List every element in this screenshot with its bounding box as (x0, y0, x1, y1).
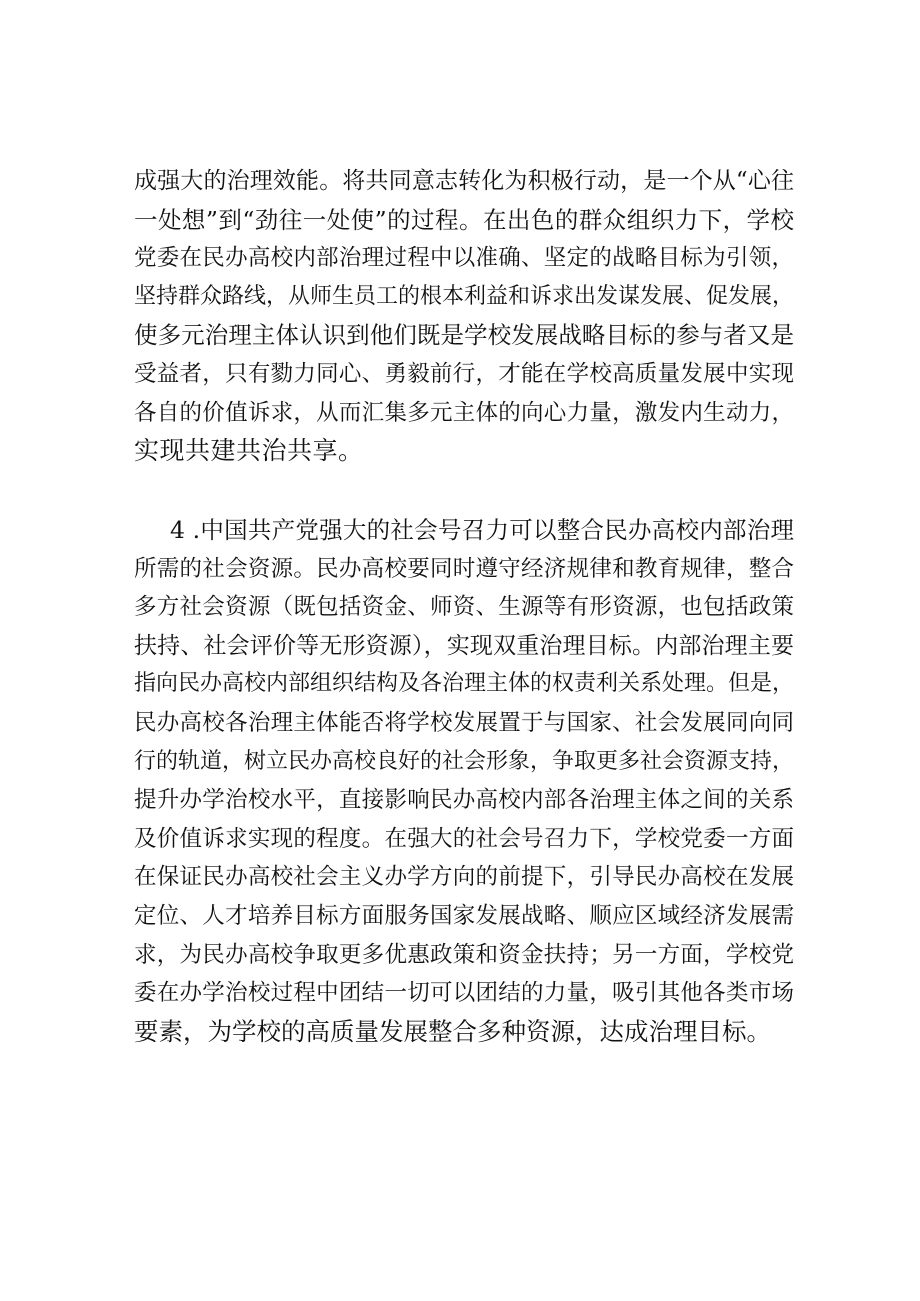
text-line: 及价值诉求实现的程度。在强大的社会号召力下，学校党委一方面 (134, 825, 794, 852)
text-line: 委在办学治校过程中团结一切可以团结的力量，吸引其他各类市场 (134, 980, 794, 1007)
text-line: 求，为民办高校争取更多优惠政策和资金扶持；另一方面，学校党 (134, 941, 794, 968)
text-line: 指向民办高校内部组织结构及各治理主体的权责利关系处理。但是， (134, 671, 795, 697)
text-line: 实现共建共治共享。 (134, 436, 364, 466)
text-line: 一处想”到“劲往一处使”的过程。在出色的群众组织力下，学校 (134, 205, 794, 234)
text-line: 要素，为学校的高质量发展整合多种资源，达成治理目标。 (134, 1016, 771, 1046)
text-line: 受益者，只有勠力同心、勇毅前行，才能在学校高质量发展中实现 (134, 360, 794, 387)
text-line: 提升办学治校水平，直接影响民办高校内部各治理主体之间的关系 (134, 787, 794, 814)
text-line: 所需的社会资源。民办高校要同时遵守经济规律和教育规律，整合 (134, 555, 794, 582)
text-line: 使多元治理主体认识到他们既是学校发展战略目标的参与者又是 (134, 321, 794, 350)
text-line: 扶持、社会评价等无形资源），实现双重治理目标。内部治理主要 (134, 632, 794, 659)
text-line: 多方社会资源（既包括资金、师资、生源等有形资源，也包括政策 (134, 594, 794, 621)
text-line: 民办高校各治理主体能否将学校发展置于与国家、社会发展同向同 (134, 709, 794, 736)
text-line: 党委在民办高校内部治理过程中以准确、坚定的战略目标为引领， (134, 245, 794, 272)
text-line: 在保证民办高校社会主义办学方向的前提下，引导民办高校在发展 (134, 864, 794, 891)
text-line: 定位、人才培养目标方面服务国家发展战略、顺应区域经济发展需 (134, 902, 794, 929)
text-line: 各自的价值诉求，从而汇集多元主体的向心力量，激发内生动力， (134, 399, 794, 426)
paragraph-governance-efficiency (134, 162, 794, 471)
text-line: 4 .中国共产党强大的社会号召力可以整合民办高校内部治理 (170, 516, 794, 544)
text-line: 成强大的治理效能。将共同意志转化为积极行动，是一个从“心往 (134, 168, 794, 194)
paragraph-social-resources (134, 511, 794, 1051)
text-line: 行的轨道，树立民办高校良好的社会形象，争取更多社会资源支持， (134, 748, 795, 774)
text-line: 坚持群众路线，从师生员工的根本利益和诉求出发谋发展、促发展， (134, 283, 795, 309)
